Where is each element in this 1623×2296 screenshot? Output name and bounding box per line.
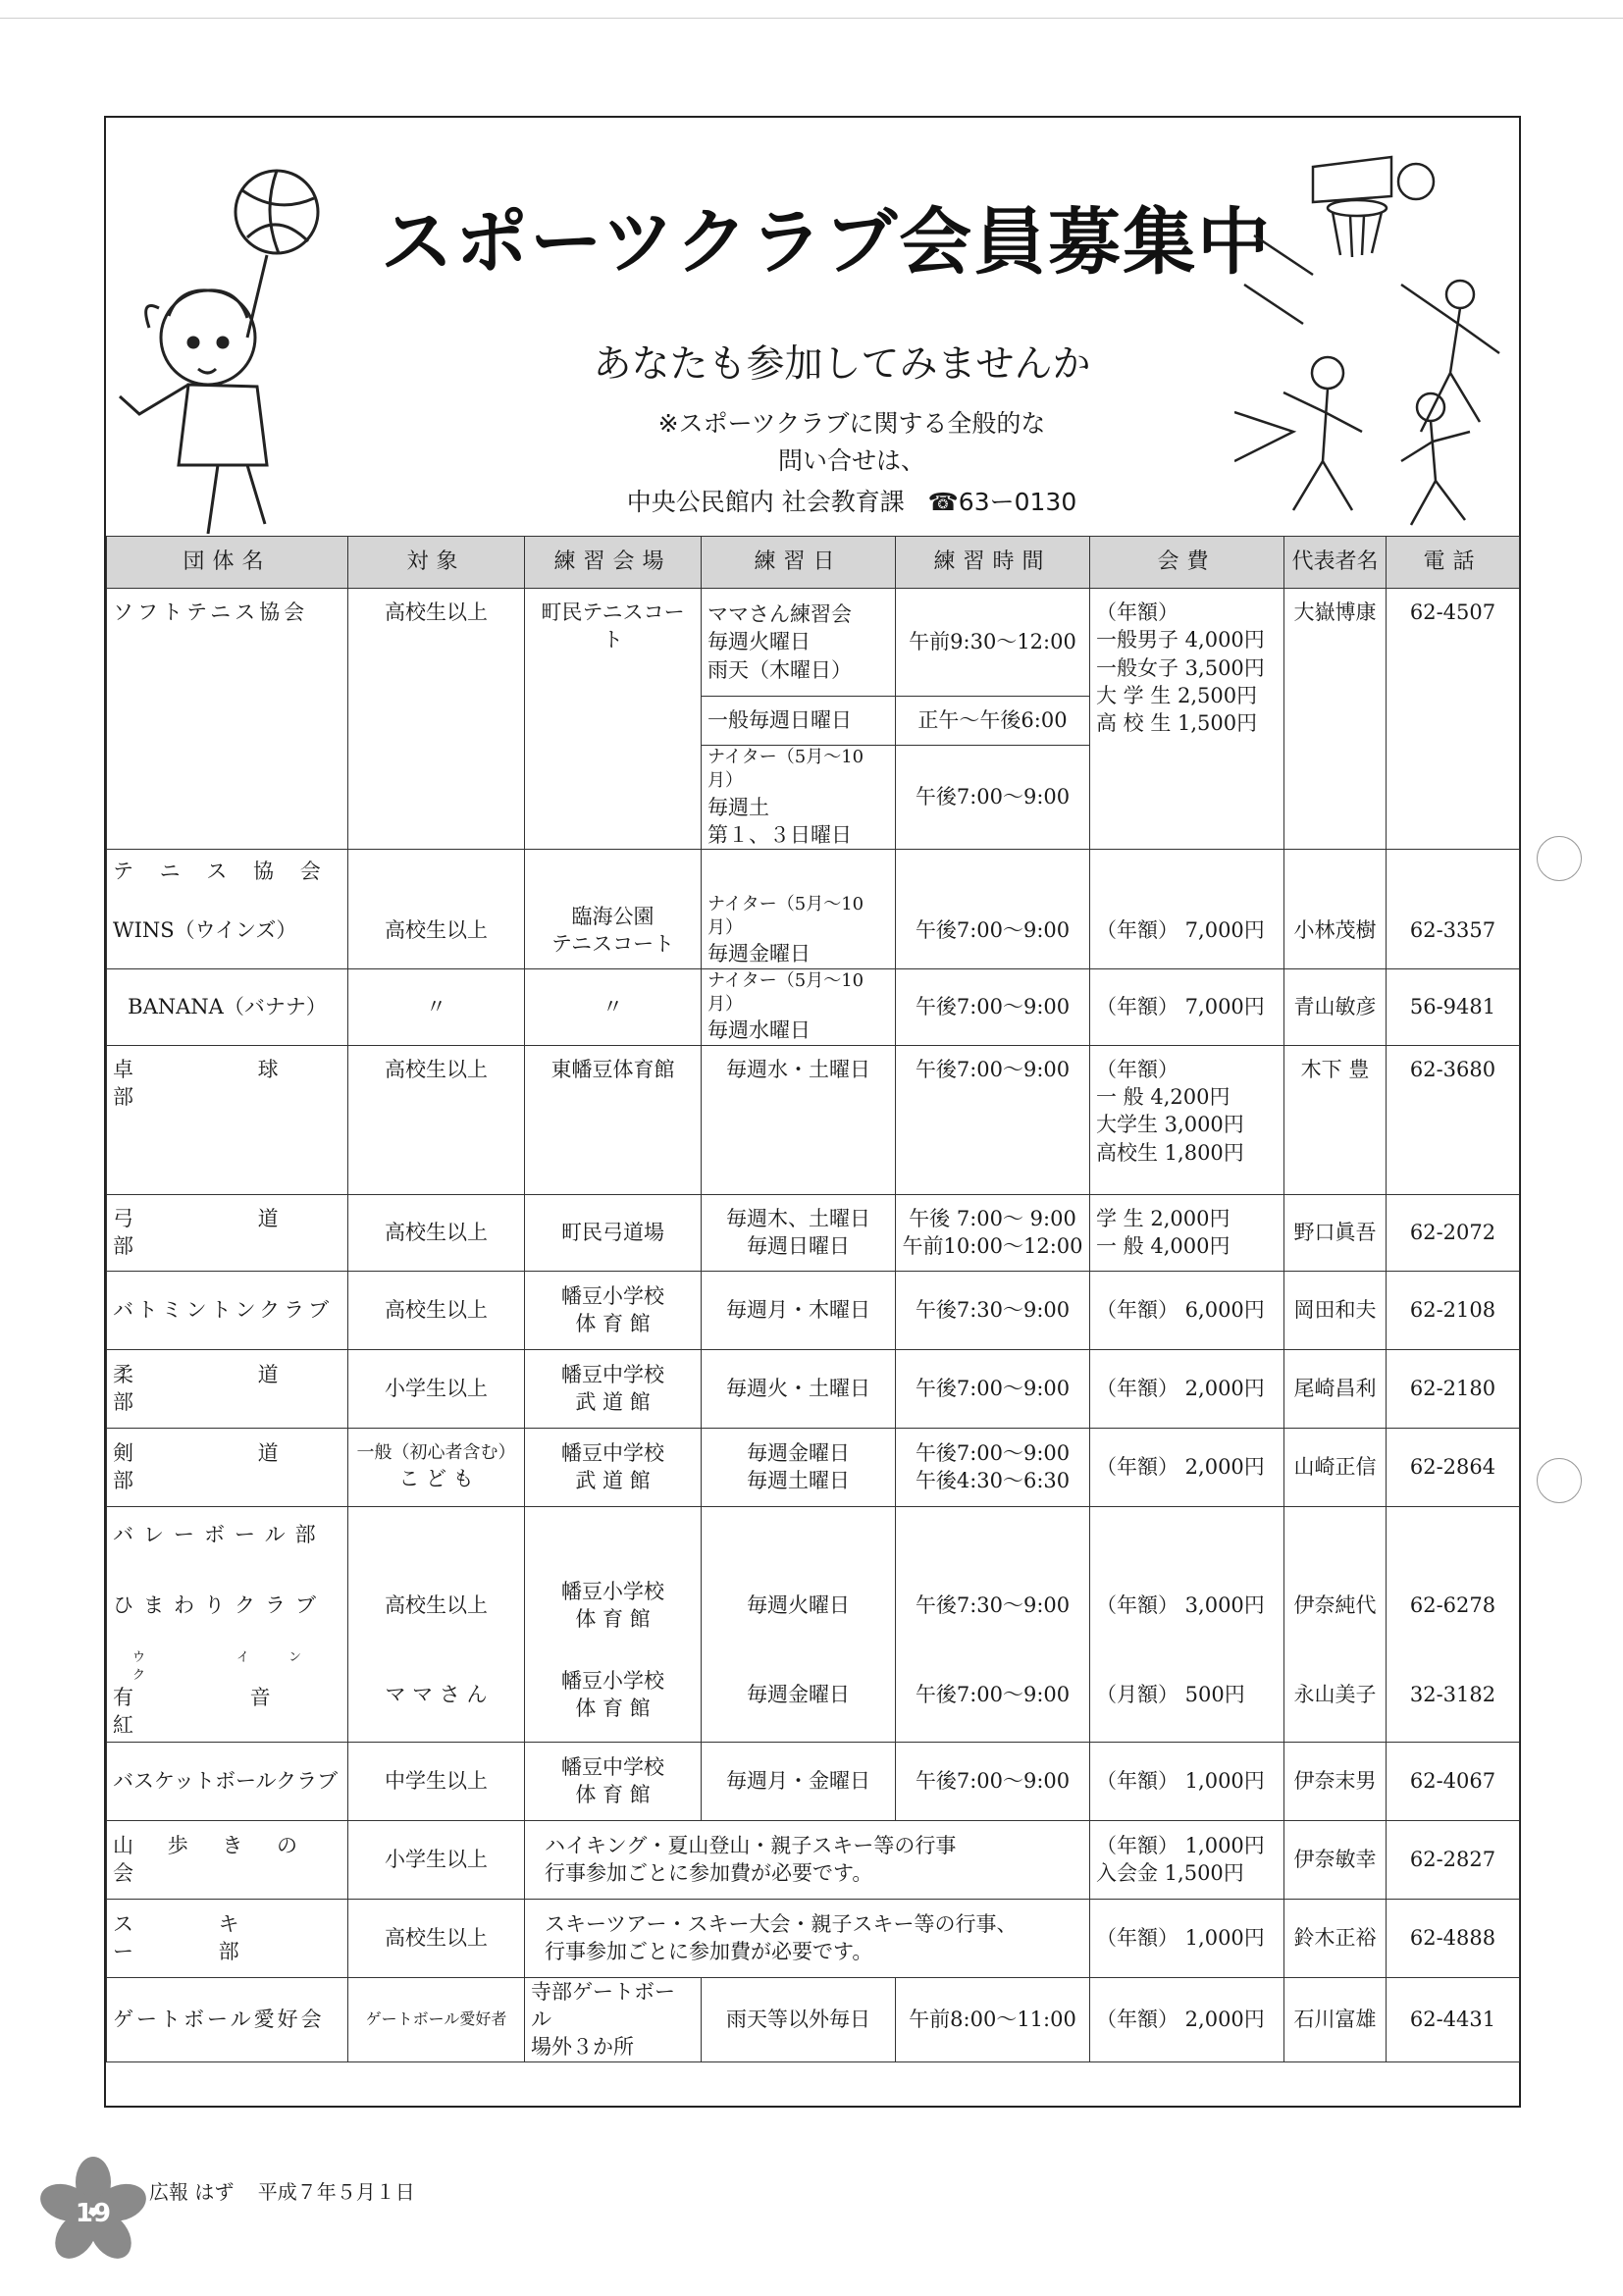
description-line: ハイキング・夏山登山・親子スキー等の行事 — [545, 1833, 957, 1857]
practice-time: 午後7:00～9:00 — [896, 746, 1090, 850]
venue-line: 場外３か所 — [531, 2035, 634, 2060]
club-fee — [1090, 1820, 1284, 1899]
practice-day-line: ナイター（5月～10月） — [707, 747, 864, 792]
fee-line: 高 校 生 1,500円 — [1096, 711, 1258, 736]
fee-line: （年額） 1,000円 — [1096, 1833, 1265, 1857]
practice-day-line: ママさん練習会 — [707, 601, 852, 626]
club-fee: （年額） 1,000円 — [1090, 1742, 1284, 1820]
practice-day-line: 毎週金曜日 — [707, 942, 811, 966]
club-target: 小学生以上 — [348, 1820, 525, 1899]
venue-line: 幡豆小学校 — [561, 1283, 664, 1308]
table-row — [107, 1647, 1520, 1742]
club-target: マ マ さ ん — [348, 1647, 525, 1742]
volleyball-girl-illustration — [100, 151, 365, 534]
club-name-ruby: ウ インク — [132, 1650, 341, 1683]
venue-line: 武 道 館 — [575, 1469, 651, 1493]
club-representative: 伊奈末男 — [1284, 1742, 1387, 1820]
practice-day-line: 毎週日曜日 — [747, 1234, 850, 1259]
club-description — [525, 1820, 1090, 1899]
club-representative: 伊奈純代 — [1284, 1563, 1387, 1647]
practice-time: 正午～午後6:00 — [896, 697, 1090, 746]
club-venue — [525, 1428, 702, 1506]
panel-header — [106, 118, 1519, 536]
club-name: BANANA（バナナ） — [107, 968, 348, 1045]
practice-day: 毎週月・木曜日 — [702, 1271, 896, 1349]
page-number-flower — [39, 2155, 147, 2263]
practice-day-cell — [702, 893, 896, 968]
practice-time-cell — [896, 1194, 1090, 1271]
venue-line: 体 育 館 — [575, 1696, 651, 1720]
footer-publication-info — [149, 2176, 433, 2205]
club-venue: 〃 — [525, 968, 702, 1045]
club-venue — [525, 893, 702, 968]
table-row — [107, 1742, 1520, 1820]
venue-line: 体 育 館 — [575, 1312, 651, 1336]
club-name: 有 音 紅 — [113, 1686, 326, 1738]
club-venue: 町民弓道場 — [525, 1194, 702, 1271]
inquiry-note-line-1: ※スポーツクラブに関する全般的な — [657, 409, 1046, 438]
club-phone: 62-6278 — [1387, 1563, 1520, 1647]
practice-day-line: 毎週土 — [707, 795, 769, 819]
club-target: 小学生以上 — [348, 1349, 525, 1428]
header-venue: 練習会場 — [525, 537, 702, 589]
club-phone: 62-4067 — [1387, 1742, 1520, 1820]
header-phone: 電話 — [1387, 537, 1520, 589]
practice-time: 午前8:00～11:00 — [896, 1977, 1090, 2061]
practice-day-cell — [702, 589, 896, 697]
practice-day: 一般毎週日曜日 — [702, 697, 896, 746]
club-venue: 東幡豆体育館 — [525, 1045, 702, 1194]
table-row — [107, 850, 1520, 893]
venue-line: 幡豆小学校 — [561, 1579, 664, 1603]
venue-line: 武 道 館 — [575, 1390, 651, 1415]
practice-day-cell — [702, 1428, 896, 1506]
club-representative: 青山敏彦 — [1284, 968, 1387, 1045]
table-row — [107, 1271, 1520, 1349]
club-representative: 大嶽博康 — [1284, 589, 1387, 850]
club-fee: （年額） 3,000円 — [1090, 1563, 1284, 1647]
club-target: 高校生以上 — [348, 893, 525, 968]
practice-time: 午後7:00～9:00 — [896, 968, 1090, 1045]
venue-line: 寺部ゲートボール — [531, 1979, 675, 2031]
description-line: 行事参加ごとに参加費が必要です。 — [545, 1861, 873, 1886]
club-target: 〃 — [348, 968, 525, 1045]
club-phone: 62-4431 — [1387, 1977, 1520, 2061]
venue-line: 幡豆小学校 — [561, 1668, 664, 1693]
club-venue — [525, 1742, 702, 1820]
description-line: 行事参加ごとに参加費が必要です。 — [545, 1940, 873, 1964]
target-line: こ ど も — [398, 1467, 474, 1491]
header-representative: 代表者名 — [1284, 537, 1387, 589]
club-representative: 永山美子 — [1284, 1647, 1387, 1742]
practice-time-line: 午前10:00～12:00 — [902, 1234, 1083, 1259]
club-representative: 野口眞吾 — [1284, 1194, 1387, 1271]
club-phone: 62-2072 — [1387, 1194, 1520, 1271]
club-name: 卓 球 部 — [107, 1045, 348, 1194]
fee-line: 一 般 4,200円 — [1096, 1085, 1230, 1109]
table-row — [107, 1820, 1520, 1899]
club-target: 高校生以上 — [348, 1899, 525, 1977]
club-representative: 小林茂樹 — [1284, 893, 1387, 968]
contact-phone: ☎63ー0130 — [927, 488, 1077, 516]
header-practice-day: 練習日 — [702, 537, 896, 589]
table-row — [107, 1045, 1520, 1194]
club-target: 中学生以上 — [348, 1742, 525, 1820]
club-description — [525, 1899, 1090, 1977]
club-target: 高校生以上 — [348, 589, 525, 850]
club-venue — [525, 1977, 702, 2061]
club-target: ゲートボール愛好者 — [348, 1977, 525, 2061]
practice-day: 毎週月・金曜日 — [702, 1742, 896, 1820]
club-name: 弓 道 部 — [107, 1194, 348, 1271]
practice-day: 毎週火曜日 — [702, 1563, 896, 1647]
group-name: バレーボール部 — [107, 1506, 348, 1563]
practice-day: 毎週金曜日 — [702, 1647, 896, 1742]
table-row — [107, 968, 1520, 1045]
club-fee — [1090, 589, 1284, 850]
club-target: 高校生以上 — [348, 1194, 525, 1271]
venue-line: 体 育 館 — [575, 1783, 651, 1807]
club-venue — [525, 1349, 702, 1428]
club-target: 高校生以上 — [348, 1563, 525, 1647]
club-venue — [525, 1563, 702, 1647]
venue-line: 幡豆中学校 — [561, 1440, 664, 1465]
practice-time: 午後7:00～9:00 — [896, 1349, 1090, 1428]
club-name-cell — [107, 1647, 348, 1742]
practice-day-line: 毎週水曜日 — [707, 1018, 811, 1043]
table-row — [107, 1977, 1520, 2061]
venue-line: 臨海公園 — [571, 904, 654, 928]
table-row — [107, 1428, 1520, 1506]
club-phone: 62-4507 — [1387, 589, 1520, 850]
target-line: 一般（初心者含む） — [356, 1441, 516, 1463]
fee-line: 一般女子 3,500円 — [1096, 655, 1265, 680]
practice-day: 毎週火・土曜日 — [702, 1349, 896, 1428]
practice-time: 午後7:00～9:00 — [896, 1647, 1090, 1742]
club-phone: 32-3182 — [1387, 1647, 1520, 1742]
fee-line: （年額） — [1096, 600, 1178, 624]
practice-day: 毎週水・土曜日 — [702, 1045, 896, 1194]
practice-time: 午後7:30～9:00 — [896, 1563, 1090, 1647]
club-fee: （年額） 1,000円 — [1090, 1899, 1284, 1977]
club-name: WINS（ウインズ） — [107, 893, 348, 968]
venue-line: テニスコート — [550, 932, 675, 957]
fee-line: 一般男子 4,000円 — [1096, 628, 1265, 652]
club-fee: （年額） 2,000円 — [1090, 1349, 1284, 1428]
club-representative: 岡田和夫 — [1284, 1271, 1387, 1349]
club-phone: 62-2864 — [1387, 1428, 1520, 1506]
practice-time-line: 午後7:00～9:00 — [915, 1440, 1071, 1465]
table-row — [107, 1899, 1520, 1977]
description-line: スキーツアー・スキー大会・親子スキー等の行事、 — [545, 1911, 1018, 1936]
practice-time-line: 午後4:30～6:30 — [915, 1469, 1071, 1493]
table-row — [107, 589, 1520, 697]
header-target: 対象 — [348, 537, 525, 589]
fee-line: 入会金 1,500円 — [1096, 1861, 1244, 1886]
club-fee: （年額） 7,000円 — [1090, 968, 1284, 1045]
practice-day-cell — [702, 746, 896, 850]
practice-day-cell — [702, 968, 896, 1045]
header-practice-time: 練習時間 — [896, 537, 1090, 589]
club-phone: 62-3357 — [1387, 893, 1520, 968]
table-row — [107, 893, 1520, 968]
club-target — [348, 1428, 525, 1506]
practice-time-cell — [896, 1428, 1090, 1506]
club-fee: （年額） 2,000円 — [1090, 1977, 1284, 2061]
club-target: 高校生以上 — [348, 1045, 525, 1194]
venue-line: 幡豆中学校 — [561, 1754, 664, 1779]
publication-name: 広報 はず — [149, 2180, 235, 2204]
table-row — [107, 1349, 1520, 1428]
club-name: 柔 道 部 — [107, 1349, 348, 1428]
fee-line: 大 学 生 2,500円 — [1096, 684, 1258, 708]
header-group-name: 団体名 — [107, 537, 348, 589]
fee-line: 高校生 1,800円 — [1096, 1140, 1244, 1165]
club-name: バトミントンクラブ — [107, 1271, 348, 1349]
practice-day-line: 第１、３日曜日 — [707, 822, 852, 847]
club-name: ス キ ー 部 — [107, 1899, 348, 1977]
sports-club-recruitment-panel — [104, 116, 1521, 2108]
practice-time-line: 午後 7:00～ 9:00 — [909, 1206, 1076, 1230]
practice-time: 午後7:30～9:00 — [896, 1271, 1090, 1349]
page-number: 19 — [75, 2199, 112, 2228]
practice-day-line: ナイター（5月～10月） — [707, 893, 864, 939]
club-representative: 尾崎昌利 — [1284, 1349, 1387, 1428]
club-name: ひまわりクラブ — [107, 1563, 348, 1647]
club-name: バスケットボールクラブ — [107, 1742, 348, 1820]
fee-line: （年額） — [1096, 1057, 1178, 1081]
table-header-row — [107, 537, 1520, 589]
table-row — [107, 1563, 1520, 1647]
practice-day-line: ナイター（5月～10月） — [707, 969, 864, 1016]
club-fee — [1090, 1045, 1284, 1194]
fee-line: 学 生 2,000円 — [1096, 1206, 1230, 1230]
practice-day-line: 雨天（木曜日） — [707, 657, 852, 682]
club-phone: 56-9481 — [1387, 968, 1520, 1045]
binder-hole — [1537, 1458, 1582, 1503]
contact-info — [479, 483, 1225, 518]
contact-place: 中央公民館内 社会教育課 — [626, 488, 905, 516]
club-name: 山 歩 き の 会 — [107, 1820, 348, 1899]
page-subtitle: あなたも参加してみませんか — [593, 342, 1091, 387]
venue-line: 体 育 館 — [575, 1607, 651, 1632]
practice-day-line: 毎週火曜日 — [707, 630, 811, 654]
practice-day-line: 毎週木、土曜日 — [726, 1206, 870, 1230]
club-name: ゲートボール愛好会 — [107, 1977, 348, 2061]
club-representative: 木下 豊 — [1284, 1045, 1387, 1194]
practice-time: 午後7:00～9:00 — [896, 1742, 1090, 1820]
club-phone: 62-2827 — [1387, 1820, 1520, 1899]
club-name: ソフトテニス協会 — [107, 589, 348, 850]
club-phone: 62-4888 — [1387, 1899, 1520, 1977]
inquiry-note-line-2: 問い合せは、 — [777, 446, 925, 475]
club-target: 高校生以上 — [348, 1271, 525, 1349]
club-name: 剣 道 部 — [107, 1428, 348, 1506]
practice-day-line: 毎週金曜日 — [747, 1440, 850, 1465]
fee-line: 一 般 4,000円 — [1096, 1234, 1230, 1259]
practice-day: 雨天等以外毎日 — [702, 1977, 896, 2061]
club-venue: 町民テニスコート — [525, 589, 702, 850]
club-fee: （年額） 6,000円 — [1090, 1271, 1284, 1349]
club-representative: 山崎正信 — [1284, 1428, 1387, 1506]
practice-time: 午後7:00～9:00 — [896, 1045, 1090, 1194]
page-title: スポーツクラブ会員募集中 — [380, 200, 1273, 285]
practice-day-line: 毎週土曜日 — [747, 1469, 850, 1493]
table-row — [107, 1506, 1520, 1563]
club-representative: 鈴木正裕 — [1284, 1899, 1387, 1977]
table-row — [107, 1194, 1520, 1271]
club-fee — [1090, 1194, 1284, 1271]
club-phone: 62-2108 — [1387, 1271, 1520, 1349]
club-phone: 62-2180 — [1387, 1349, 1520, 1428]
venue-line: 幡豆中学校 — [561, 1362, 664, 1386]
club-table — [106, 536, 1520, 2062]
practice-day-cell — [702, 1194, 896, 1271]
club-representative: 伊奈敏幸 — [1284, 1820, 1387, 1899]
club-representative: 石川富雄 — [1284, 1977, 1387, 2061]
binder-hole — [1537, 836, 1582, 881]
practice-time: 午後7:00～9:00 — [896, 893, 1090, 968]
club-fee: （月額） 500円 — [1090, 1647, 1284, 1742]
header-fee: 会費 — [1090, 537, 1284, 589]
club-phone: 62-3680 — [1387, 1045, 1520, 1194]
club-venue — [525, 1647, 702, 1742]
group-name: テ ニ ス 協 会 — [107, 850, 348, 893]
basketball-players-illustration — [1234, 137, 1519, 530]
club-fee: （年額） 2,000円 — [1090, 1428, 1284, 1506]
club-venue — [525, 1271, 702, 1349]
fee-line: 大学生 3,000円 — [1096, 1113, 1244, 1137]
top-rule — [0, 18, 1623, 19]
practice-time: 午前9:30～12:00 — [896, 589, 1090, 697]
club-fee: （年額） 7,000円 — [1090, 893, 1284, 968]
publication-date: 平成７年５月１日 — [257, 2180, 415, 2204]
